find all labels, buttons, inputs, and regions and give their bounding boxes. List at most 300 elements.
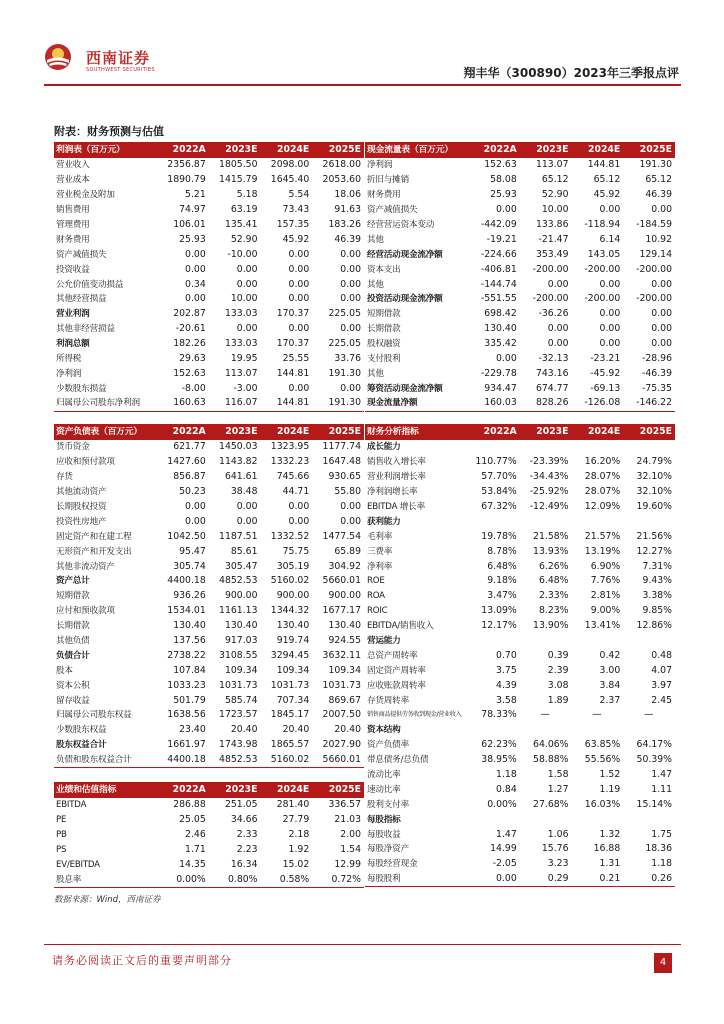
- table-row: [54, 872, 364, 887]
- cell-value: 27.79: [282, 814, 310, 826]
- cell-value: 170.37: [276, 338, 310, 350]
- cell-value: 74.97: [179, 204, 206, 216]
- cell-value: 116.07: [209, 396, 261, 411]
- cell-value: 1332.52: [270, 530, 310, 542]
- cell-value: 0.00: [288, 293, 310, 305]
- cell-value: [572, 514, 624, 529]
- row-label: 留存收益: [56, 695, 90, 706]
- row-label: 资产负债率: [367, 740, 409, 751]
- cell-value: 1344.32: [270, 605, 310, 617]
- row-label: 资产减值损失: [367, 205, 418, 216]
- cell-value: 8.78%: [487, 545, 517, 557]
- row-label: 投资活动现金流净额: [367, 294, 443, 305]
- appendix-title: 附表：财务预测与估值: [54, 125, 164, 138]
- table-row: [54, 858, 364, 873]
- cell-value: 12.09%: [584, 501, 621, 512]
- cell-value: 0.26: [623, 872, 675, 887]
- cell-value: 585.74: [224, 694, 258, 706]
- cell-value: [520, 514, 572, 529]
- cell-value: 5660.01: [322, 575, 361, 587]
- cell-value: 144.81: [587, 159, 621, 171]
- row-label: ROA: [367, 591, 385, 602]
- cell-value: 225.05: [328, 308, 361, 320]
- cell-value: [623, 440, 675, 455]
- table-row: [365, 678, 675, 693]
- cell-value: 129.14: [639, 248, 672, 260]
- cell-value: 9.85%: [642, 605, 672, 617]
- cell-value: 707.34: [276, 694, 310, 706]
- cell-value: 46.39: [645, 189, 672, 201]
- row-label: 少数股东权益: [56, 725, 107, 736]
- cell-value: 110.77%: [475, 456, 517, 468]
- table-header-row: [365, 142, 675, 158]
- cell-value: 5.54: [288, 189, 310, 201]
- cell-value: 5660.01: [312, 753, 364, 768]
- table-row: [365, 544, 675, 559]
- cell-value: 6.48%: [538, 575, 569, 587]
- table-header-row: [54, 142, 364, 158]
- table-row: [54, 693, 364, 708]
- column-header-year: 2023E: [209, 782, 261, 798]
- cell-value: [468, 634, 520, 649]
- table-row: [365, 485, 675, 500]
- cell-value: 113.07: [535, 159, 569, 171]
- cell-value: 14.99: [490, 843, 517, 855]
- cell-value: 674.77: [535, 382, 569, 394]
- cell-value: 143.05: [587, 248, 621, 260]
- cell-value: 3.08: [547, 679, 569, 691]
- cell-value: 0.00: [651, 278, 672, 290]
- cell-value: 5160.02: [270, 575, 310, 587]
- cell-value: 137.56: [173, 635, 206, 647]
- table-title: 利润表（百万元）: [54, 142, 157, 158]
- table-row: [54, 529, 364, 544]
- cell-value: [468, 514, 520, 529]
- cell-value: -184.59: [636, 219, 672, 230]
- cell-value: 23.40: [179, 724, 206, 736]
- cell-value: 2.45: [651, 694, 672, 706]
- cell-value: 1638.56: [167, 709, 206, 721]
- cell-value: 828.26: [520, 396, 572, 411]
- cell-value: 10.00: [541, 204, 569, 216]
- cell-value: 900.00: [224, 590, 258, 602]
- row-label: 股息率: [54, 872, 157, 887]
- cell-value: 0.00: [468, 872, 520, 887]
- table-row: [365, 292, 675, 307]
- row-label: 销售商品提供劳务收到现金/营业收入: [367, 711, 462, 719]
- row-label: 经营活动现金流净额: [367, 249, 443, 260]
- cell-value: 0.00: [340, 293, 361, 305]
- cell-value: [468, 812, 520, 827]
- row-label: 货币资金: [56, 442, 90, 453]
- cell-value: 65.12: [541, 174, 569, 186]
- row-label: 少数股东损益: [56, 383, 107, 394]
- cell-value: -75.35: [642, 382, 672, 394]
- table-row: [365, 812, 675, 827]
- cell-value: [623, 514, 675, 529]
- cell-value: 2.00: [340, 829, 361, 841]
- cell-value: 1865.57: [270, 739, 310, 751]
- row-label: 长期借款: [367, 324, 401, 335]
- cell-value: 9.43%: [642, 575, 672, 587]
- cell-value: 0.00%: [487, 798, 517, 810]
- row-label: 应付和预收款项: [56, 606, 115, 617]
- cell-value: 919.74: [276, 635, 310, 647]
- cell-value: 130.40: [276, 620, 310, 632]
- column-header-year: 2022A: [157, 424, 209, 440]
- cell-value: 6.14: [599, 233, 621, 245]
- cell-value: 1415.79: [219, 174, 258, 186]
- table-row: [54, 188, 364, 203]
- cell-value: 745.66: [276, 471, 310, 483]
- cell-value: —: [540, 709, 550, 721]
- cell-value: 0.00%: [157, 872, 209, 887]
- row-label: 管理费用: [56, 220, 90, 230]
- cell-value: 0.00: [340, 501, 361, 512]
- cell-value: 2007.50: [322, 709, 361, 721]
- row-label: 净利润: [367, 160, 393, 171]
- table-row: [54, 158, 364, 173]
- cell-value: 6.90%: [590, 560, 621, 572]
- table-row: [365, 842, 675, 857]
- cell-value: 13.41%: [584, 620, 621, 632]
- cell-value: [520, 812, 572, 827]
- cell-value: -406.81: [480, 263, 517, 275]
- cell-value: 0.00: [236, 323, 258, 335]
- cell-value: 3.38%: [642, 590, 672, 602]
- cell-value: 3.84: [599, 679, 621, 691]
- cell-value: 3.47%: [487, 590, 517, 602]
- cell-value: [468, 723, 520, 738]
- row-label: 其他: [367, 234, 384, 245]
- cell-value: -23.21: [590, 353, 621, 365]
- cell-value: 0.00: [547, 323, 569, 335]
- cell-value: 2.81%: [590, 590, 621, 602]
- cell-value: 50.39%: [636, 754, 672, 766]
- column-header-year: 2022A: [468, 142, 520, 158]
- table-row: [54, 634, 364, 649]
- cell-value: —: [643, 709, 654, 721]
- cell-value: 12.27%: [636, 545, 672, 557]
- table-row: [365, 604, 675, 619]
- row-label: 长期借款: [56, 621, 90, 632]
- column-header-year: 2022A: [468, 424, 520, 440]
- table-row: [54, 455, 364, 470]
- cell-value: -200.00: [584, 263, 621, 275]
- table-row: [54, 663, 364, 678]
- table-row: [54, 708, 364, 723]
- cell-value: 0.58%: [261, 872, 313, 887]
- cell-value: 0.00: [288, 501, 310, 512]
- cell-value: 183.26: [328, 219, 361, 230]
- cell-value: 78.33%: [481, 709, 517, 721]
- cell-value: -34.43%: [529, 471, 569, 483]
- cell-value: 0.00: [547, 338, 569, 350]
- cell-value: 0.00: [599, 323, 621, 335]
- cell-value: 0.00: [185, 515, 206, 527]
- cell-value: 917.03: [224, 635, 258, 647]
- row-label: 负债合计: [56, 650, 90, 661]
- row-label: 资本支出: [367, 264, 401, 275]
- cell-value: 4852.53: [219, 575, 258, 587]
- cell-value: 3632.11: [322, 649, 361, 661]
- table-row: [365, 648, 675, 663]
- cell-value: 57.70%: [481, 471, 517, 483]
- income-statement-table: [54, 142, 364, 412]
- cell-value: -10.00: [227, 248, 258, 260]
- row-label: 销售费用: [56, 205, 90, 216]
- cell-value: 1677.17: [322, 605, 361, 617]
- cell-value: 2.46: [185, 829, 206, 841]
- table-row: [54, 292, 364, 307]
- report-title: 翔丰华（300890）2023年三季报点评: [463, 66, 679, 80]
- cell-value: 1.18: [496, 769, 517, 781]
- cell-value: 24.79%: [636, 456, 672, 468]
- cell-value: 133.03: [224, 338, 258, 350]
- cell-value: -8.00: [181, 382, 206, 394]
- table-row: [365, 203, 675, 218]
- cell-value: 0.00: [185, 263, 206, 275]
- cell-value: 20.40: [282, 724, 310, 736]
- cell-value: 53.84%: [481, 486, 517, 498]
- row-label: 负债和股东权益合计: [54, 753, 157, 768]
- table-row: [365, 857, 675, 872]
- footer-disclaimer: 请务必阅读正文后的重要声明部分: [52, 954, 232, 967]
- row-label: EBITDA/销售收入: [367, 621, 434, 632]
- cell-value: 32.10%: [636, 486, 672, 498]
- cell-value: 1.11: [651, 783, 672, 795]
- cell-value: 18.06: [334, 189, 361, 201]
- table-row: [365, 247, 675, 262]
- cell-value: 34.66: [230, 814, 258, 826]
- column-header-year: 2023E: [209, 424, 261, 440]
- cell-value: 7.76%: [590, 575, 621, 587]
- cell-value: -144.74: [480, 278, 517, 290]
- cell-value: 501.79: [173, 694, 206, 706]
- table-row: [365, 619, 675, 634]
- cell-value: 0.00: [651, 204, 672, 216]
- row-label: 存货: [56, 472, 73, 483]
- table-row: [365, 768, 675, 783]
- cell-value: 1.92: [288, 844, 310, 856]
- table-row: [365, 827, 675, 842]
- cell-value: 5.21: [185, 189, 206, 201]
- table-row: [54, 813, 364, 828]
- table-row: [54, 470, 364, 485]
- row-label: 销售收入增长率: [367, 457, 426, 468]
- cell-value: 15.02: [282, 859, 310, 870]
- table-row: [54, 648, 364, 663]
- cell-value: 0.34: [185, 278, 206, 290]
- cell-value: 170.37: [276, 308, 310, 320]
- table-row: [54, 843, 364, 858]
- table-row: [54, 500, 364, 515]
- table-row: [365, 277, 675, 292]
- table-title: 业绩和估值指标: [54, 782, 157, 798]
- cell-value: 641.61: [224, 471, 258, 483]
- table-row: [54, 352, 364, 367]
- row-label: 其他经营损益: [56, 294, 107, 305]
- table-row: [54, 337, 364, 352]
- cell-value: -46.39: [642, 367, 672, 379]
- cell-value: 62.23%: [481, 739, 517, 751]
- cell-value: 113.07: [224, 367, 258, 379]
- row-label: 投资性房地产: [56, 516, 107, 527]
- cell-value: 1.52: [599, 769, 621, 781]
- cell-value: 133.86: [535, 219, 569, 230]
- cell-value: -229.78: [480, 367, 517, 379]
- table-row: [365, 322, 675, 337]
- cell-value: 2027.90: [322, 739, 361, 751]
- row-label: 其他: [367, 279, 384, 290]
- cell-value: -551.55: [480, 293, 517, 305]
- table-row: [365, 663, 675, 678]
- cell-value: 10.00: [230, 293, 258, 305]
- cell-value: 27.68%: [533, 798, 569, 810]
- row-label: 营业成本: [56, 175, 90, 186]
- row-label: 投资收益: [56, 264, 90, 275]
- cell-value: 1143.82: [219, 456, 258, 468]
- cell-value: 16.20%: [584, 456, 621, 468]
- row-label: 其他负债: [56, 636, 90, 647]
- table-row: [365, 307, 675, 322]
- cell-value: 130.40: [328, 620, 361, 632]
- cell-value: 6.26%: [538, 560, 569, 572]
- cell-value: 20.40: [334, 724, 361, 736]
- cell-value: 0.00: [599, 338, 621, 350]
- column-header-year: 2024E: [572, 142, 624, 158]
- cell-value: 856.87: [173, 471, 206, 483]
- table-row: [54, 559, 364, 574]
- row-label: 每股股利: [365, 872, 468, 887]
- cell-value: 45.92: [282, 233, 310, 245]
- cell-value: -25.92%: [529, 486, 569, 498]
- cell-value: 130.40: [173, 620, 206, 632]
- cell-value: 2618.00: [322, 159, 361, 171]
- row-label: PB: [56, 830, 67, 841]
- cell-value: 1427.60: [167, 456, 206, 468]
- cell-value: 353.49: [535, 248, 569, 260]
- cell-value: [572, 812, 624, 827]
- balance-sheet-table: [54, 424, 364, 768]
- cell-value: 0.00: [599, 308, 621, 320]
- row-label: 股东权益合计: [56, 740, 107, 751]
- cell-value: 2.39: [547, 664, 569, 676]
- cell-value: -200.00: [532, 263, 569, 275]
- column-header-year: 2025E: [623, 424, 675, 440]
- cell-value: -442.09: [480, 219, 517, 230]
- cell-value: [623, 812, 675, 827]
- cell-value: 1042.50: [167, 530, 206, 542]
- row-label: 速动比率: [367, 784, 401, 795]
- row-label: 营运能力: [367, 636, 401, 647]
- row-label: 营业税金及附加: [56, 190, 115, 201]
- table-row: [365, 366, 675, 381]
- column-header-year: 2022A: [157, 142, 209, 158]
- cell-value: 1.58: [547, 769, 569, 781]
- cell-value: 1.19: [599, 783, 621, 795]
- cell-value: 191.30: [639, 159, 672, 171]
- cashflow-table: [365, 142, 675, 412]
- cell-value: 63.85%: [584, 739, 621, 751]
- cell-value: 0.00: [340, 278, 361, 290]
- cell-value: 4.07: [651, 664, 672, 676]
- cell-value: [623, 723, 675, 738]
- cell-value: 15.76: [541, 843, 569, 855]
- cell-value: -21.47: [538, 233, 569, 245]
- table-row: [54, 798, 364, 813]
- cell-value: 63.19: [230, 204, 258, 216]
- cell-value: 107.84: [173, 664, 206, 676]
- cell-value: 286.88: [173, 799, 206, 811]
- valuation-table: [54, 782, 364, 888]
- row-label: 归属母公司股东净利润: [54, 396, 157, 411]
- table-title: 财务分析指标: [365, 424, 468, 440]
- cell-value: 1.47: [651, 769, 672, 781]
- cell-value: 0.00: [236, 278, 258, 290]
- table-row: [54, 619, 364, 634]
- cell-value: 67.32%: [481, 501, 517, 512]
- cell-value: 21.56%: [636, 530, 672, 542]
- table-row: [54, 247, 364, 262]
- cell-value: 85.61: [230, 545, 258, 557]
- column-header-year: 2024E: [261, 142, 313, 158]
- cell-value: 65.89: [334, 545, 361, 557]
- cell-value: 1.71: [185, 844, 206, 856]
- row-label: 支付股利: [367, 354, 401, 365]
- table-row: [54, 381, 364, 396]
- cell-value: 2.37: [599, 694, 621, 706]
- row-label: 长期股权投资: [56, 502, 107, 512]
- table-row: [365, 455, 675, 470]
- row-label: 无形资产和开发支出: [56, 546, 132, 557]
- cell-value: 0.00: [185, 293, 206, 305]
- row-label: 其他流动资产: [56, 487, 107, 498]
- table-row: [365, 173, 675, 188]
- cell-value: 0.00: [599, 278, 621, 290]
- row-label: 存货周转率: [367, 695, 409, 706]
- table-row: [54, 753, 364, 768]
- cell-value: 1723.57: [219, 709, 258, 721]
- cell-value: 2098.00: [270, 159, 310, 171]
- cell-value: 1177.74: [322, 441, 361, 453]
- row-label: 折旧与摊销: [367, 175, 409, 186]
- cell-value: 3108.55: [219, 649, 258, 661]
- cell-value: -32.13: [538, 353, 569, 365]
- cell-value: 0.48: [651, 649, 672, 661]
- row-label: 其他非经营损益: [56, 324, 115, 335]
- row-label: EV/EBITDA: [56, 860, 100, 870]
- row-label: 营业收入: [56, 160, 90, 171]
- cell-value: 1890.79: [167, 174, 206, 186]
- table-row: [365, 872, 675, 887]
- column-header-year: 2024E: [572, 424, 624, 440]
- cell-value: 305.74: [173, 560, 206, 572]
- cell-value: 8.23%: [538, 605, 569, 617]
- table-row: [365, 782, 675, 797]
- table-row: [54, 723, 364, 738]
- company-logo-icon: [44, 43, 72, 71]
- cell-value: 152.63: [173, 367, 206, 379]
- cell-value: -23.39%: [529, 456, 569, 468]
- cell-value: 900.00: [276, 590, 310, 602]
- cell-value: 2.18: [288, 829, 310, 841]
- row-label: 所得税: [56, 354, 82, 365]
- cell-value: 0.00: [340, 248, 361, 260]
- cell-value: 64.06%: [533, 739, 569, 751]
- cell-value: 9.00%: [590, 605, 621, 617]
- table-row: [54, 514, 364, 529]
